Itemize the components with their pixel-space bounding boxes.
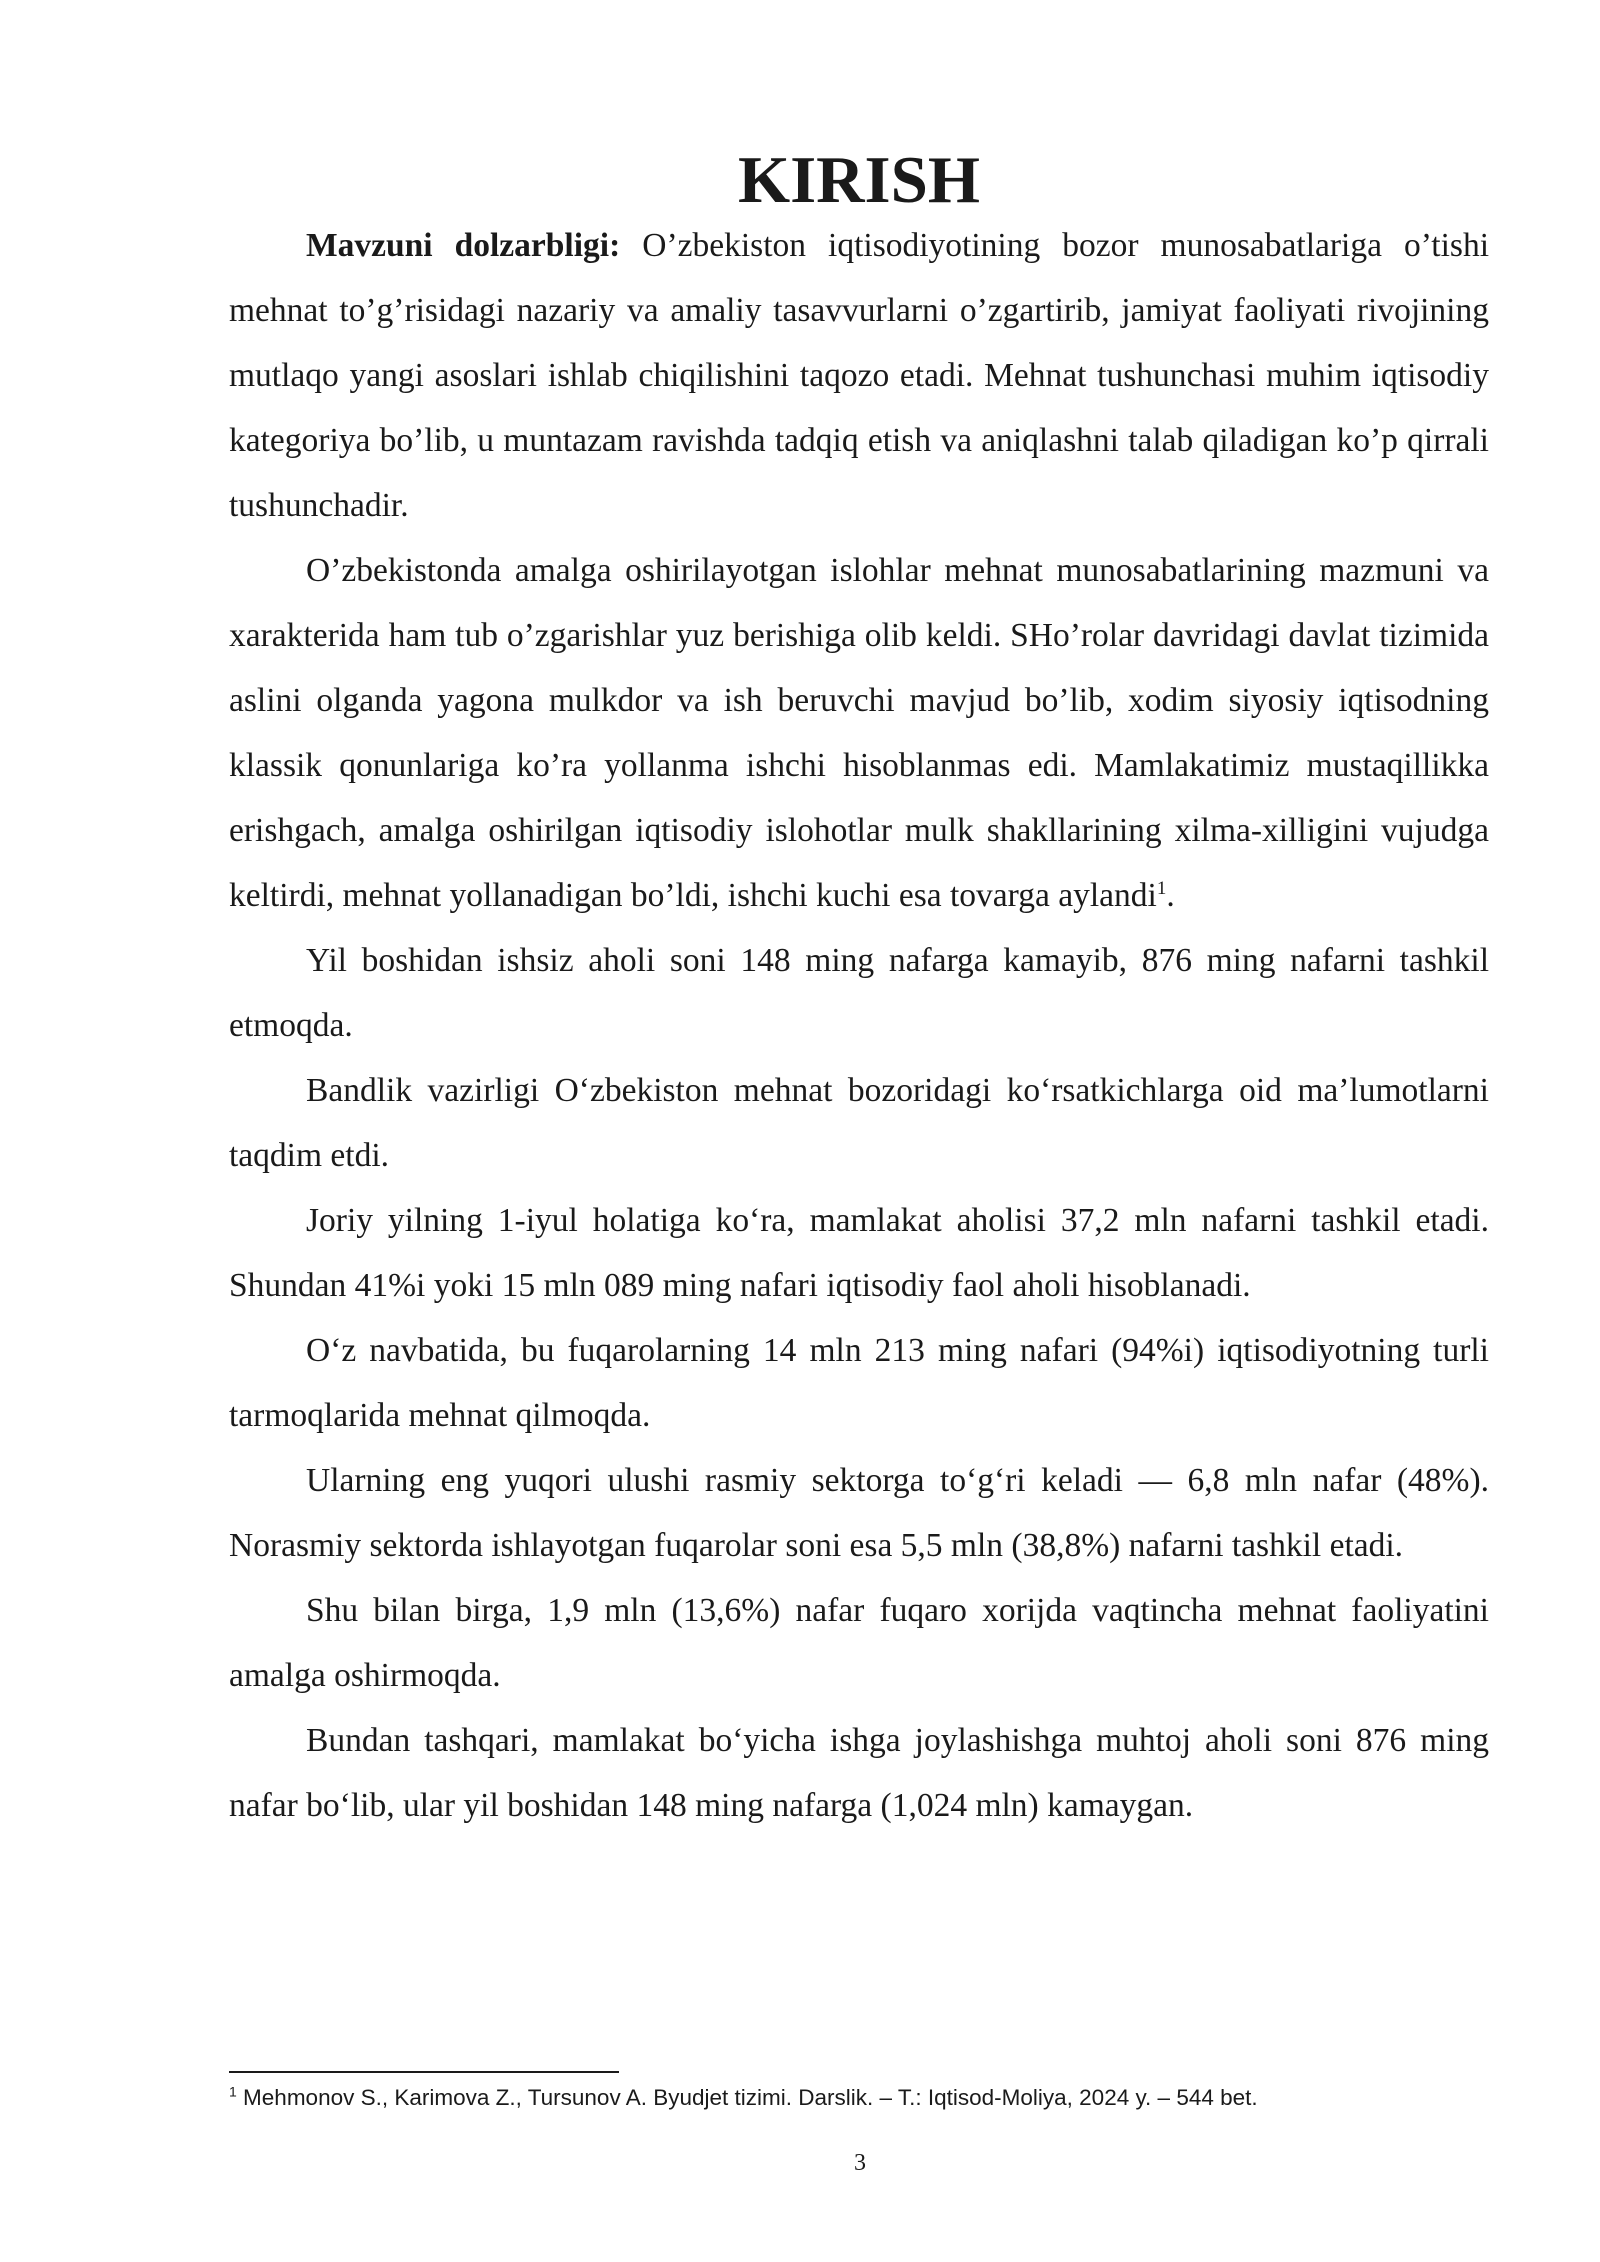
paragraph-tail: . — [1166, 877, 1175, 914]
paragraph-job-seekers: Bundan tashqari, mamlakat bo‘yicha ishga joylashishga muhtoj aholi soni 876 ming nafar bo‘lib, ular yil boshidan 148 ming nafarga (1,024 mln) kamaygan. — [229, 1722, 1489, 1824]
footnote-divider — [229, 2071, 619, 2073]
paragraph-text: O’zbekistonda amalga oshirilayotgan islohlar mehnat munosabatlarining mazmuni va xarakterida ham tub o’zgarishlar yuz berishiga olib keldi. SHo’rolar davridagi davlat tizimida aslini olganda yagona mulkdor va ish beruvchi mavjud bo’lib, xodim siyosiy iqtisodning klassik qonunlariga ko’ra yollanma ishchi hisoblanmas edi. Mamlakatimiz mustaqillikka erishgach, amalga oshirilgan iqtisodiy islohotlar mulk shakllarining xilma-xilligini vujudga keltirdi, mehnat yollanadigan bo’ldi, ishchi kuchi esa tovarga aylandi — [229, 552, 1489, 914]
page-body — [229, 143, 1489, 1838]
paragraph-population: Joriy yilning 1-iyul holatiga ko‘ra, mamlakat aholisi 37,2 mln nafarni tashkil etadi. Shundan 41%i yoki 15 mln 089 ming nafari iqtisodiy faol aholi hisoblanadi. — [229, 1202, 1489, 1304]
footnote-marker: 1 — [229, 2083, 237, 2100]
paragraph-employed: O‘z navbatida, bu fuqarolarning 14 mln 213 ming nafari (94%i) iqtisodiyotning turli tarmoqlarida mehnat qilmoqda. — [229, 1332, 1489, 1434]
footnote-reference[interactable]: 1 — [1156, 877, 1167, 899]
paragraph-sectors: Ularning eng yuqori ulushi rasmiy sektorga to‘g‘ri keladi — 6,8 mln nafar (48%). Norasmiy sektorda ishlayotgan fuqarolar soni esa 5,5 mln (38,8%) nafarni tashkil etadi. — [229, 1462, 1489, 1564]
paragraph-ministry: Bandlik vazirligi O‘zbekiston mehnat bozoridagi ko‘rsatkichlarga oid ma’lumotlarni taqdim etdi. — [229, 1072, 1489, 1174]
page-heading: KIRISH — [737, 143, 981, 217]
paragraph-reforms — [229, 538, 1489, 928]
page-number: 3 — [854, 2150, 866, 2176]
paragraph-relevance — [229, 213, 1489, 538]
paragraph-abroad: Shu bilan birga, 1,9 mln (13,6%) nafar fuqaro xorijda vaqtincha mehnat faoliyatini amalga oshirmoqda. — [229, 1592, 1489, 1694]
paragraph-text: O’zbekiston iqtisodiyotining bozor munosabatlariga o’tishi mehnat to’g’risidagi nazariy va amaliy tasavvurlarni o’zgartirib, jamiyat faoliyati rivojining mutlaqo yangi asoslari ishlab chiqilishini taqozo etadi. Mehnat tushunchasi muhim iqtisodiy kategoriya bo’lib, u muntazam ravishda tadqiq etish va aniqlashni talab qiladigan ko’p qirrali tushunchadir. — [229, 227, 1489, 524]
paragraph-unemployed: Yil boshidan ishsiz aholi soni 148 ming nafarga kamayib, 876 ming nafarni tashkil etmoqda. — [229, 942, 1489, 1044]
paragraph-lead: Mavzuni dolzarbligi: — [306, 227, 621, 264]
footnote — [229, 2080, 1489, 2116]
footnote-text: Mehmonov S., Karimova Z., Tursunov A. Byudjet tizimi. Darslik. – T.: Iqtisod-Moliya, 2024 y. – 544 bet. — [236, 2085, 1258, 2110]
